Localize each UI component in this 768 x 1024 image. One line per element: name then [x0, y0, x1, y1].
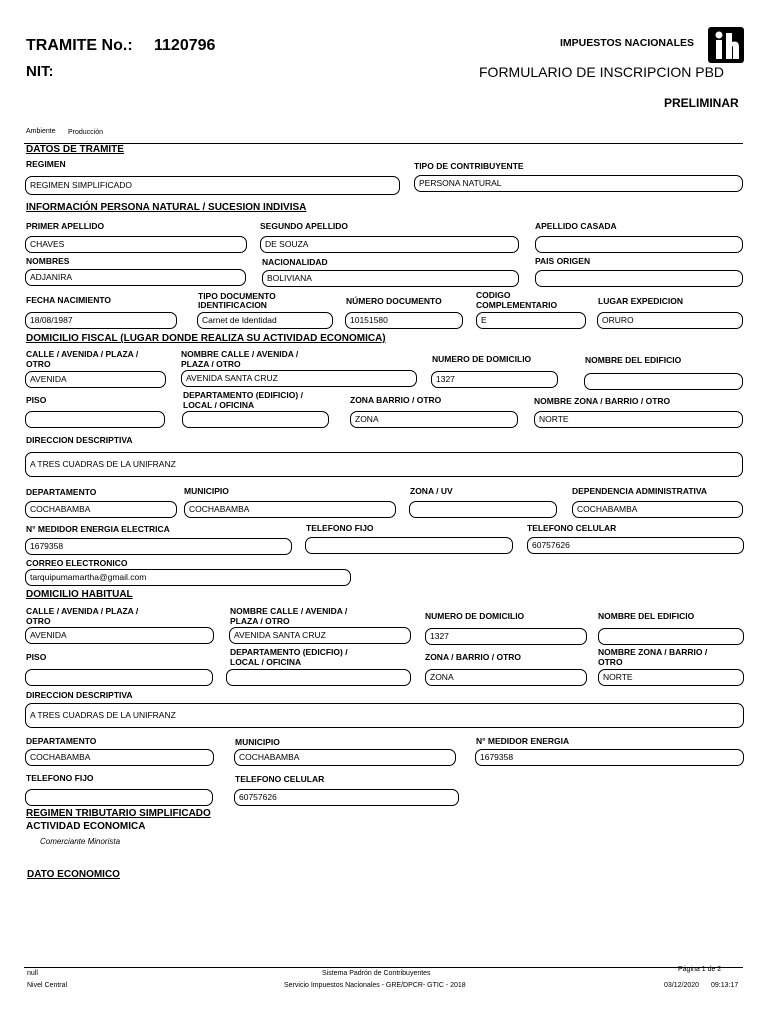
- tipo-documento-field[interactable]: Carnet de Identidad: [197, 312, 333, 329]
- pais-origen-field[interactable]: [535, 270, 743, 287]
- fiscal-telefono-label: TELEFONO FIJO: [306, 523, 374, 533]
- fiscal-nombre-calle-label-2: PLAZA / OTRO: [181, 359, 241, 369]
- fiscal-celular-field[interactable]: 60757626: [527, 537, 744, 554]
- habitual-celular-field[interactable]: 60757626: [234, 789, 459, 806]
- footer-page-number: Página 1 de 2: [678, 966, 722, 973]
- fiscal-zona-uv-label: ZONA / UV: [410, 486, 453, 496]
- habitual-numero-label: NUMERO DE DOMICILIO: [425, 611, 525, 621]
- regimen-field[interactable]: REGIMEN SIMPLIFICADO: [25, 176, 400, 195]
- fiscal-correo-field[interactable]: tarquipumamartha@gmail.com: [25, 569, 351, 586]
- lugar-expedicion-label: LUGAR EXPEDICION: [598, 296, 684, 306]
- habitual-nombre-calle-label-1: NOMBRE CALLE / AVENIDA /: [230, 606, 348, 616]
- habitual-direccion-field[interactable]: A TRES CUADRAS DE LA UNIFRANZ: [25, 703, 744, 728]
- fiscal-calle-field[interactable]: AVENIDA: [25, 371, 166, 388]
- habitual-nombre-zona-label-1: NOMBRE ZONA / BARRIO /: [598, 647, 708, 657]
- section-regimen-tributario: REGIMEN TRIBUTARIO SIMPLIFICADO: [26, 808, 211, 819]
- primer-apellido-label: PRIMER APELLIDO: [26, 221, 105, 231]
- habitual-zona-label: ZONA / BARRIO / OTRO: [425, 652, 522, 662]
- footer-service-name: Servicio Impuestos Nacionales - GRE/DPCR- GTIC - 2018: [284, 982, 466, 989]
- nombres-field[interactable]: ADJANIRA: [25, 269, 246, 286]
- footer-system-name: Sistema Padrón de Contribuyentes: [322, 970, 431, 977]
- fiscal-municipio-field[interactable]: COCHABAMBA: [184, 501, 396, 518]
- habitual-departamento-field[interactable]: COCHABAMBA: [25, 749, 214, 766]
- footer-left-1: null: [27, 970, 38, 977]
- header-divider: [24, 143, 743, 144]
- habitual-depto-field[interactable]: [226, 669, 411, 686]
- fecha-nacimiento-field[interactable]: 18/08/1987: [25, 312, 177, 329]
- habitual-nombre-zona-field[interactable]: NORTE: [598, 669, 744, 686]
- habitual-numero-field[interactable]: 1327: [425, 628, 587, 645]
- fiscal-telefono-field[interactable]: [305, 537, 513, 554]
- fiscal-medidor-field[interactable]: 1679358: [25, 538, 292, 555]
- numero-documento-label: NÚMERO DOCUMENTO: [346, 296, 442, 306]
- apellido-casada-field[interactable]: [535, 236, 743, 253]
- section-datos-tramite: DATOS DE TRAMITE: [26, 144, 124, 155]
- fiscal-nombre-calle-field[interactable]: AVENIDA SANTA CRUZ: [181, 370, 417, 387]
- fiscal-dependencia-label: DEPENDENCIA ADMINISTRATIVA: [572, 486, 708, 496]
- habitual-depto-label-1: DEPARTAMENTO (EDICFIO) /: [230, 647, 348, 657]
- habitual-depto-label-2: LOCAL / OFICINA: [230, 657, 302, 667]
- fiscal-edificio-field[interactable]: [584, 373, 743, 390]
- fiscal-edificio-label: NOMBRE DEL EDIFICIO: [585, 355, 682, 365]
- fiscal-nombre-zona-field[interactable]: NORTE: [534, 411, 743, 428]
- fiscal-zona-uv-field[interactable]: [409, 501, 557, 518]
- fiscal-zona-label: ZONA BARRIO / OTRO: [350, 395, 442, 405]
- habitual-edificio-field[interactable]: [598, 628, 744, 645]
- tramite-number: 1120796: [154, 37, 216, 54]
- codigo-complementario-label-2: COMPLEMENTARIO: [476, 300, 558, 310]
- habitual-medidor-label: N° MEDIDOR ENERGIA: [476, 736, 570, 746]
- lugar-expedicion-field[interactable]: ORURO: [597, 312, 743, 329]
- fiscal-departamento-field[interactable]: COCHABAMBA: [25, 501, 177, 518]
- footer-left-2: Nivel Central: [27, 982, 68, 989]
- habitual-municipio-field[interactable]: COCHABAMBA: [234, 749, 456, 766]
- status-label: PRELIMINAR: [664, 96, 739, 110]
- habitual-municipio-label: MUNICIPIO: [235, 737, 280, 747]
- fiscal-piso-label: PISO: [26, 395, 47, 405]
- fiscal-calle-label-2: OTRO: [26, 359, 51, 369]
- fiscal-depto-field[interactable]: [182, 411, 329, 428]
- fiscal-nombre-zona-label: NOMBRE ZONA / BARRIO / OTRO: [534, 396, 671, 406]
- fiscal-nombre-calle-label-1: NOMBRE CALLE / AVENIDA /: [181, 349, 299, 359]
- footer-time: 09:13:17: [711, 982, 739, 989]
- pais-origen-label: PAIS ORIGEN: [535, 256, 591, 266]
- fiscal-correo-label: CORREO ELECTRONICO: [26, 558, 128, 568]
- fiscal-numero-label: NUMERO DE DOMICILIO: [432, 354, 532, 364]
- fiscal-calle-label-1: CALLE / AVENIDA / PLAZA /: [26, 349, 139, 359]
- segundo-apellido-field[interactable]: DE SOUZA: [260, 236, 519, 253]
- agency-logo-icon: [708, 27, 744, 63]
- codigo-complementario-label-1: CODIGO: [476, 290, 511, 300]
- fiscal-municipio-label: MUNICIPIO: [184, 486, 229, 496]
- habitual-piso-label: PISO: [26, 652, 47, 662]
- section-domicilio-fiscal: DOMICILIO FISCAL (LUGAR DONDE REALIZA SU ACTIVIDAD ECONOMICA): [26, 333, 386, 344]
- habitual-piso-field[interactable]: [25, 669, 213, 686]
- habitual-calle-field[interactable]: AVENIDA: [25, 627, 214, 644]
- habitual-celular-label: TELEFONO CELULAR: [235, 774, 325, 784]
- fiscal-dependencia-field[interactable]: COCHABAMBA: [572, 501, 743, 518]
- fiscal-departamento-label: DEPARTAMENTO: [26, 487, 97, 497]
- section-domicilio-habitual: DOMICILIO HABITUAL: [26, 589, 133, 600]
- fiscal-celular-label: TELEFONO CELULAR: [527, 523, 617, 533]
- habitual-telefono-field[interactable]: [25, 789, 213, 806]
- habitual-nombre-calle-label-2: PLAZA / OTRO: [230, 616, 290, 626]
- actividad-economica-label: ACTIVIDAD ECONOMICA: [26, 821, 146, 832]
- tipo-contribuyente-field[interactable]: PERSONA NATURAL: [414, 175, 743, 192]
- habitual-nombre-calle-field[interactable]: AVENIDA SANTA CRUZ: [229, 627, 411, 644]
- nit-label: NIT:: [26, 63, 54, 80]
- actividad-economica-value: Comerciante Minorista: [40, 837, 121, 846]
- form-title: FORMULARIO DE INSCRIPCION PBD: [479, 64, 725, 80]
- fecha-nacimiento-label: FECHA NACIMIENTO: [26, 295, 111, 305]
- primer-apellido-field[interactable]: CHAVES: [25, 236, 247, 253]
- footer-date: 03/12/2020: [664, 982, 700, 989]
- footer-divider: [24, 967, 743, 968]
- tipo-documento-label-1: TIPO DOCUMENTO: [198, 291, 276, 301]
- fiscal-depto-label-2: LOCAL / OFICINA: [183, 400, 255, 410]
- tipo-documento-label-2: IDENTIFICACION: [198, 300, 267, 310]
- tramite-label: TRAMITE No.:: [26, 37, 133, 54]
- habitual-telefono-label: TELEFONO FIJO: [26, 773, 94, 783]
- nombres-label: NOMBRES: [26, 256, 70, 266]
- nacionalidad-field[interactable]: BOLIVIANA: [262, 270, 519, 287]
- section-dato-economico: DATO ECONOMICO: [27, 869, 120, 880]
- agency-logo: [708, 27, 744, 63]
- numero-documento-field[interactable]: 10151580: [345, 312, 463, 329]
- habitual-calle-label-1: CALLE / AVENIDA / PLAZA /: [26, 606, 139, 616]
- fiscal-medidor-label: N° MEDIDOR ENERGIA ELECTRICA: [26, 524, 170, 534]
- habitual-departamento-label: DEPARTAMENTO: [26, 736, 97, 746]
- habitual-calle-label-2: OTRO: [26, 616, 51, 626]
- fiscal-zona-field[interactable]: ZONA: [350, 411, 518, 428]
- habitual-zona-field[interactable]: ZONA: [425, 669, 587, 686]
- regimen-label: REGIMEN: [26, 159, 66, 169]
- fiscal-direccion-label: DIRECCION DESCRIPTIVA: [26, 435, 133, 445]
- agency-name: IMPUESTOS NACIONALES: [560, 37, 694, 49]
- habitual-nombre-zona-label-2: OTRO: [598, 657, 623, 667]
- tipo-contribuyente-label: TIPO DE CONTRIBUYENTE: [414, 161, 524, 171]
- segundo-apellido-label: SEGUNDO APELLIDO: [260, 221, 348, 231]
- ambiente-label: Ambiente: [26, 128, 56, 135]
- codigo-complementario-field[interactable]: E: [476, 312, 586, 329]
- fiscal-piso-field[interactable]: [25, 411, 165, 428]
- fiscal-numero-field[interactable]: 1327: [431, 371, 558, 388]
- fiscal-direccion-field[interactable]: A TRES CUADRAS DE LA UNIFRANZ: [25, 452, 743, 477]
- fiscal-depto-label-1: DEPARTAMENTO (EDIFICIO) /: [183, 390, 303, 400]
- nacionalidad-label: NACIONALIDAD: [262, 257, 328, 267]
- apellido-casada-label: APELLIDO CASADA: [535, 221, 617, 231]
- habitual-medidor-field[interactable]: 1679358: [475, 749, 744, 766]
- habitual-edificio-label: NOMBRE DEL EDIFICIO: [598, 611, 695, 621]
- section-persona: INFORMACIÓN PERSONA NATURAL / SUCESION INDIVISA: [26, 202, 307, 213]
- ambiente-value: Producción: [68, 129, 104, 136]
- habitual-direccion-label: DIRECCION DESCRIPTIVA: [26, 690, 133, 700]
